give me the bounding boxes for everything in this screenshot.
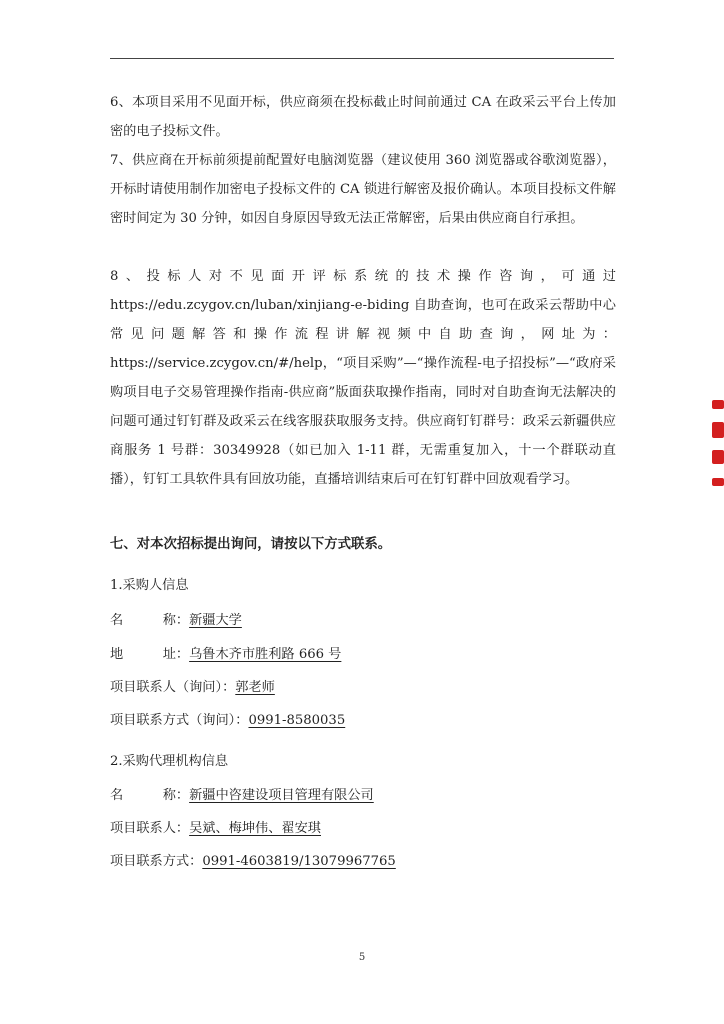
seal-stamp-fragment-2 — [712, 422, 724, 438]
purchaser-address-label: 地 址： — [110, 647, 190, 662]
seal-stamp-fragment-4 — [712, 478, 724, 486]
purchaser-name-label: 名 称： — [110, 613, 190, 628]
item-8: 8、投标人对不见面开评标系统的技术操作咨询，可通过 https://edu.zcygov.cn/luban/xinjiang-e-biding 自助查询，也可在政采云帮助中心常见问题解答和操作流程讲解视频中自助查询，网址为：https://service.zcygov.cn/#/help，“项目采购”—“操作流程-电子招投标”—“政府采购项目电子交易管理操作指南-供应商”版面获取操作指南，同时对自助查询无法解决的问题可通过钉钉群及政采云在线客服获取服务支持。供应商钉钉群号：政采云新疆供应商服务 1 号群：30349928（如已加入 1-11 群，无需重复加入，十一个群联动直播），钉钉工具软件具有回放功能，直播培训结束后可在钉钉群中回放观看学习。 — [110, 269, 616, 487]
purchaser-contact-label: 项目联系人（询问）： — [110, 680, 236, 695]
purchaser-phone-value: 0991-8580035 — [248, 713, 346, 728]
purchaser-phone-row — [110, 711, 345, 731]
agency-title: 2.采购代理机构信息 — [110, 754, 229, 769]
agency-name-label: 名 称： — [110, 788, 190, 803]
agency-name-row — [110, 786, 374, 806]
agency-contact-label: 项目联系人： — [110, 821, 190, 836]
purchaser-name-value: 新疆大学 — [189, 613, 242, 628]
purchaser-address-value: 乌鲁木齐市胜利路 666 号 — [189, 647, 342, 662]
seal-stamp-fragment-1 — [712, 400, 724, 409]
header-rule — [110, 58, 614, 59]
item-6: 6、本项目采用不见面开标，供应商须在投标截止时间前通过 CA 在政采云平台上传加密的电子投标文件。 — [110, 95, 616, 139]
agency-contact-row — [110, 819, 321, 839]
agency-contact-value: 吴斌、梅坤伟、翟安琪 — [189, 821, 321, 836]
seal-stamp-fragment-3 — [712, 450, 724, 464]
purchaser-address-row — [110, 645, 341, 665]
purchaser-title: 1.采购人信息 — [110, 578, 189, 593]
agency-phone-row — [110, 852, 396, 872]
purchaser-contact-row — [110, 678, 275, 698]
section-7-heading: 七、对本次招标提出询问，请按以下方式联系。 — [110, 536, 392, 552]
purchaser-phone-label: 项目联系方式（询问）： — [110, 713, 249, 728]
item-7: 7、供应商在开标前须提前配置好电脑浏览器（建议使用 360 浏览器或谷歌浏览器），开标时请使用制作加密电子投标文件的 CA 锁进行解密及报价确认。本项目投标文件解密时间定为 30 分钟，如因自身原因导致无法正常解密，后果由供应商自行承担。 — [110, 153, 616, 226]
purchaser-contact-value: 郭老师 — [235, 680, 275, 695]
agency-phone-label: 项目联系方式： — [110, 854, 203, 869]
agency-phone-value: 0991-4603819/13079967765 — [202, 854, 396, 869]
page-number: 5 — [358, 952, 366, 963]
agency-name-value: 新疆中咨建设项目管理有限公司 — [189, 788, 374, 803]
purchaser-name-row — [110, 611, 242, 631]
